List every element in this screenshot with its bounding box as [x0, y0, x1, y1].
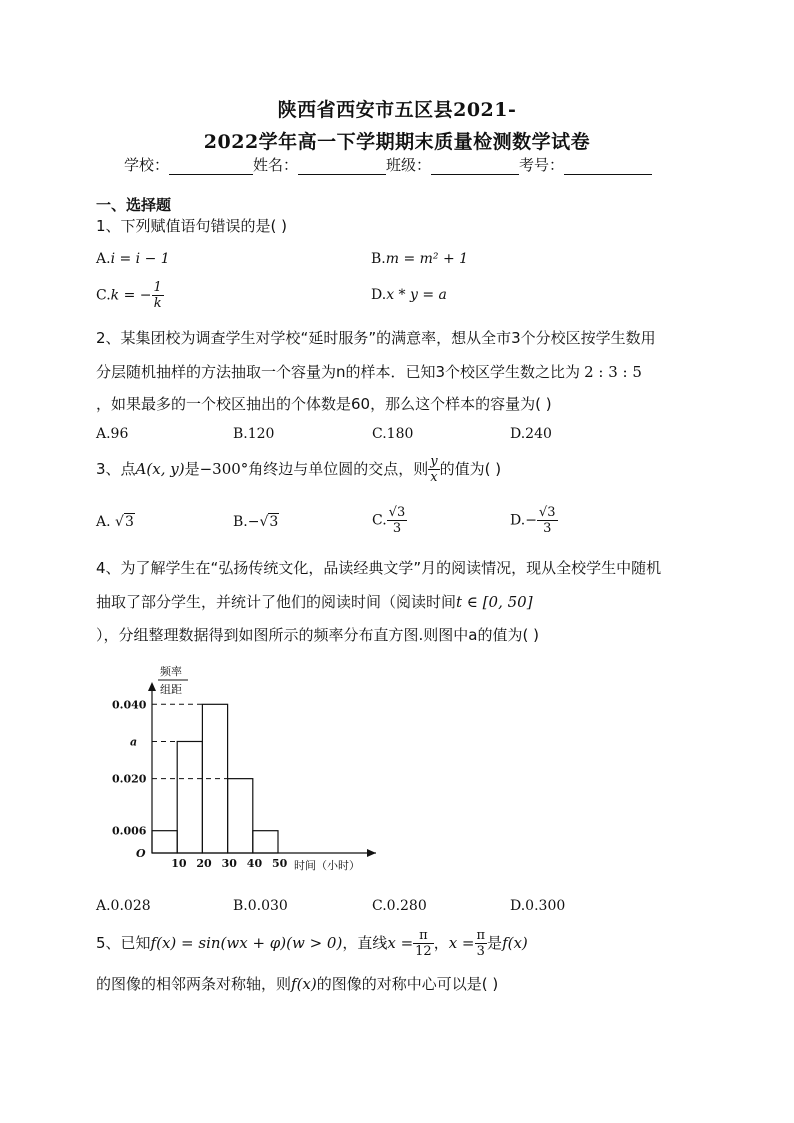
q5-mid1: ，直线 — [342, 934, 388, 952]
q4-option-c: C.0.280 — [372, 898, 427, 914]
q3-option-b — [233, 514, 279, 530]
q3-c-den: 3 — [392, 521, 402, 536]
q3-option-a — [96, 514, 135, 530]
y-axis-arrow-icon — [148, 682, 156, 691]
q1-d-label: D. — [371, 287, 387, 303]
q5-comma: ， — [433, 934, 449, 952]
q5-x2-fraction — [475, 928, 488, 959]
q1-option-d — [371, 287, 447, 303]
q4-option-b: B.0.030 — [233, 898, 288, 914]
q3-b-sqrt: √3 — [259, 514, 279, 530]
q4-line-2 — [96, 586, 706, 619]
q3-point: A(x, y) — [135, 460, 185, 478]
exam-no-blank[interactable] — [564, 158, 652, 175]
q2-option-c: C.180 — [372, 426, 414, 442]
q1-d-math: x * y = a — [386, 287, 447, 303]
q5-x1-num: π — [413, 928, 434, 944]
x-tick-label-10: 10 — [171, 857, 187, 870]
y-tick-label-1: a — [130, 735, 138, 749]
title-line-1: 陕西省西安市五区县2021- — [277, 99, 517, 121]
q5-line-1 — [96, 927, 706, 960]
q2-option-a: A.96 — [96, 426, 129, 442]
q1-c-den: k — [153, 296, 162, 311]
q1-c-fraction — [152, 280, 164, 311]
q3-a-label: A. — [96, 514, 111, 530]
q5-x1-lhs: x = — [387, 934, 414, 952]
q3-option-d — [510, 505, 558, 536]
q3-d-label: D. — [510, 512, 526, 529]
q3-frac-num: y — [430, 454, 438, 469]
q4-option-d: D.0.300 — [510, 898, 566, 914]
q3-c-num: √3 — [388, 505, 406, 520]
q5-x2-lhs: x = — [448, 934, 475, 952]
q5-line-2 — [96, 968, 706, 1001]
q5-line2-post: 的图像的对称中心可以是( ) — [316, 975, 499, 993]
x-tick-label-30: 30 — [221, 857, 237, 870]
x-tick-label-20: 20 — [196, 857, 212, 870]
q3-d-num: √3 — [538, 505, 556, 520]
q1-c-label: C. — [96, 287, 111, 304]
y-tick-label-0: 0.040 — [112, 698, 147, 712]
school-label: 学校： — [124, 156, 170, 174]
q5-func: f(x) = sin(wx + φ)(w > 0) — [150, 934, 343, 952]
q4-line-2-text: 抽取了部分学生，并统计了他们的阅读时间（阅读时间 — [96, 593, 457, 611]
histogram-bar-1 — [152, 831, 177, 853]
name-label: 姓名： — [253, 156, 299, 174]
q1-option-c — [96, 280, 164, 311]
q1-option-a — [96, 251, 170, 267]
q5-line2-fx: f(x) — [291, 975, 317, 993]
q2-line-1: 2、某集团校为调查学生对学校“延时服务”的满意率，想从全市3个分校区按学生数用 — [96, 329, 656, 347]
q1-c-num: 1 — [153, 280, 162, 295]
q2-ratio: 2 : 3 : 5 — [584, 363, 642, 381]
q3-d-fraction — [537, 505, 558, 536]
q3-mid2: 角终边与单位圆的交点，则 — [248, 460, 429, 478]
x-tick-label-40: 40 — [246, 857, 263, 870]
y-axis-label-bottom: 组距 — [160, 683, 182, 696]
q3-stem — [96, 453, 706, 486]
q3-a-sqrt: √3 — [115, 514, 134, 530]
frequency-histogram — [96, 660, 396, 880]
q4-interval: t ∈ [0, 50] — [456, 593, 533, 611]
q5-line2-pre: 的图像的相邻两条对称轴，则 — [96, 975, 292, 993]
q5-prefix: 5、已知 — [96, 934, 151, 952]
q5-x1-den: 12 — [415, 944, 432, 959]
origin-label: O — [136, 847, 146, 860]
q1-c-lhs: k = − — [110, 287, 152, 304]
q5-x2-den: 3 — [476, 944, 485, 959]
student-info-row — [124, 154, 684, 175]
exam-no-label: 考号： — [519, 156, 565, 174]
q2-option-d: D.240 — [510, 426, 552, 442]
q3-b-rad: 3 — [269, 514, 279, 530]
q5-x2-num: π — [476, 928, 486, 943]
y-axis-label-top: 频率 — [160, 665, 182, 678]
x-axis-arrow-icon — [367, 849, 376, 857]
q1-a-label: A. — [96, 251, 111, 267]
q3-prefix: 3、点 — [96, 460, 136, 478]
class-blank[interactable] — [431, 158, 519, 175]
x-tick-label-50: 50 — [272, 857, 288, 870]
q2-option-b: B.120 — [233, 426, 275, 442]
y-tick-label-3: 0.006 — [112, 824, 147, 838]
q1-a-math: i = i − 1 — [110, 251, 170, 267]
q4-line-3: ），分组整理数据得到如图所示的频率分布直方图.则图中a的值为( ) — [96, 626, 539, 644]
q2-line-3: ，如果最多的一个校区抽出的个体数是60，那么这个样本的容量为( ) — [96, 395, 552, 413]
q3-frac-den: x — [430, 470, 438, 485]
q5-x1-fraction — [413, 928, 434, 959]
q3-c-num-rad: 3 — [396, 505, 406, 520]
q2-line-2 — [96, 356, 706, 389]
q4-line-1: 4、为了解学生在“弘扬传统文化，品读经典文学”月的阅读情况，现从全校学生中随机 — [96, 559, 662, 577]
q3-a-rad: 3 — [124, 514, 134, 530]
q1-option-b — [371, 251, 468, 267]
q4-option-a: A.0.028 — [96, 898, 151, 914]
title-line-2: 2022学年高一下学期期末质量检测数学试卷 — [203, 131, 591, 153]
q3-b-minus: − — [247, 514, 260, 530]
q3-suffix: 的值为( ) — [439, 460, 502, 478]
class-label: 班级： — [386, 156, 432, 174]
q3-option-c — [372, 505, 407, 536]
q3-d-minus: − — [525, 512, 537, 529]
y-tick-label-2: 0.020 — [112, 772, 147, 786]
name-blank[interactable] — [298, 158, 386, 175]
q3-c-fraction — [387, 505, 408, 536]
school-blank[interactable] — [169, 158, 253, 175]
q3-d-den: 3 — [543, 521, 552, 536]
section-title: 一、选择题 — [96, 196, 172, 214]
q5-mid2: 是 — [487, 934, 503, 952]
q3-fraction — [428, 454, 439, 485]
q1-stem: 1、下列赋值语句错误的是( ) — [96, 217, 288, 235]
q3-b-label: B. — [233, 514, 248, 530]
histogram-bar-4 — [228, 779, 253, 853]
q2-line-2-text: 分层随机抽样的方法抽取一个容量为n的样本．已知3个校区学生数之比为 — [96, 363, 581, 381]
q3-mid1: 是 — [184, 460, 200, 478]
histogram-bar-5 — [253, 831, 278, 853]
q1-b-label: B. — [371, 251, 386, 267]
q1-b-math: m = m² + 1 — [385, 251, 469, 267]
q5-fx: f(x) — [502, 934, 528, 952]
x-axis-label: 时间（小时） — [294, 859, 360, 872]
q3-d-num-rad: 3 — [547, 505, 556, 520]
histogram-bar-2 — [177, 741, 202, 853]
q3-c-label: C. — [372, 512, 387, 529]
q3-angle: −300° — [199, 460, 249, 478]
